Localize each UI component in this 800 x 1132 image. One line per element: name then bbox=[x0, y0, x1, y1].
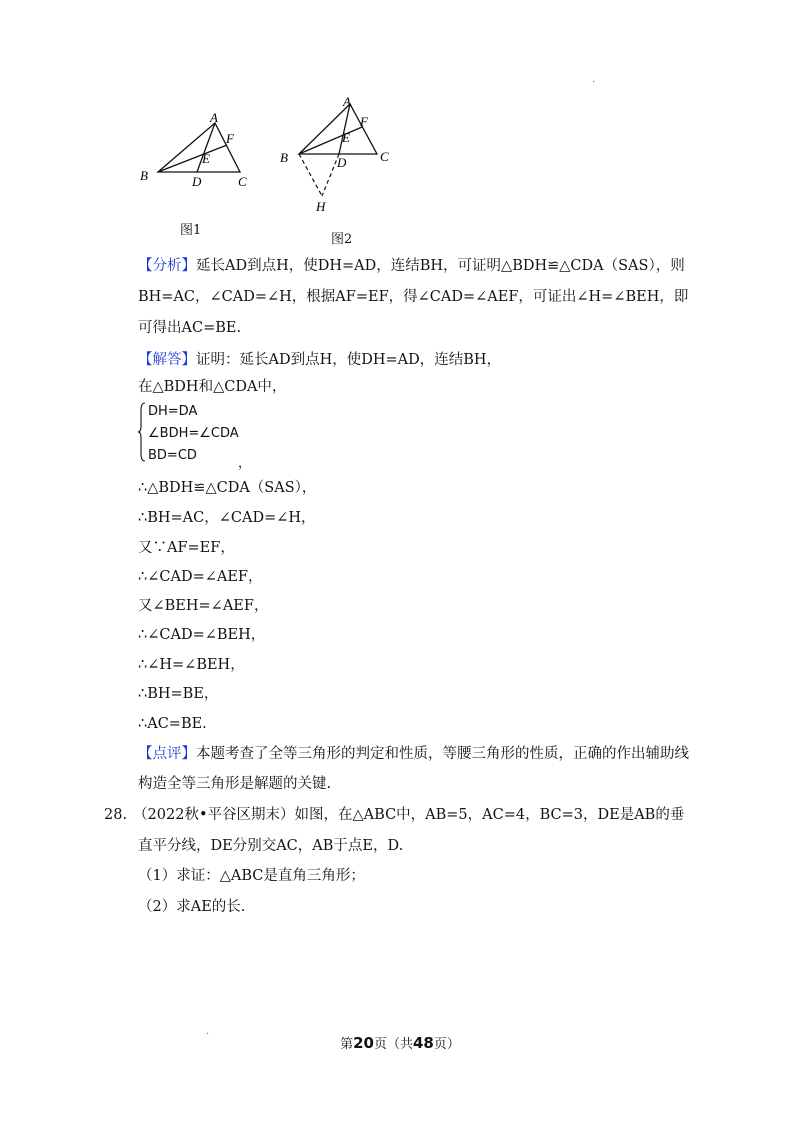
solution-step-2: ∴BH=AC，∠CAD=∠H， bbox=[138, 510, 316, 526]
solution-intro: 在△BDH和△CDA中， bbox=[138, 379, 287, 395]
footer-middle: 页（共 bbox=[373, 1037, 413, 1052]
solution-line-1 bbox=[138, 350, 501, 370]
fig1-label-D: D bbox=[192, 174, 202, 189]
figure-2-diagram bbox=[272, 92, 402, 217]
solution-step-4: ∴∠CAD=∠AEF， bbox=[138, 569, 263, 585]
fig1-label-B: B bbox=[140, 168, 148, 183]
solution-step-8: ∴BH=BE， bbox=[138, 686, 219, 702]
figure-1-diagram bbox=[130, 105, 260, 190]
analysis-line-2: BH=AC，∠CAD=∠H，根据AF=EF，得∠CAD=∠AEF，可证出∠H=∠BEH，即 bbox=[138, 289, 689, 305]
problem-28-line-1 bbox=[104, 805, 684, 825]
problem-28-part-2: （2）求AE的长. bbox=[138, 899, 246, 915]
solution-step-5: 又∠BEH=∠AEF， bbox=[138, 598, 269, 614]
stray-dot-bottom: . bbox=[206, 1026, 210, 1037]
problem-28-text-1: （2022秋•平谷区期末）如图，在△ABC中，AB=5，AC=4，BC=3，DE是AB的垂 bbox=[133, 807, 685, 823]
problem-number: 28. bbox=[104, 807, 128, 823]
fig1-label-F: F bbox=[226, 131, 234, 146]
stray-dot-top: . bbox=[592, 74, 596, 85]
comment-line-1 bbox=[138, 744, 689, 764]
comment-tag: 【点评】 bbox=[138, 746, 196, 762]
solution-step-3: 又∵AF=EF， bbox=[138, 540, 235, 556]
system-eq-3: BD=CD bbox=[148, 448, 197, 463]
solution-step-7: ∴∠H=∠BEH， bbox=[138, 657, 245, 673]
fig2-label-H: H bbox=[316, 199, 326, 214]
system-eq-1: DH=DA bbox=[148, 404, 198, 419]
fig2-label-D: D bbox=[337, 155, 347, 170]
system-eq-2: ∠BDH=∠CDA bbox=[148, 426, 239, 441]
footer-total-pages: 48 bbox=[413, 1034, 434, 1052]
footer-suffix: 页） bbox=[433, 1037, 460, 1052]
fig1-label-C: C bbox=[238, 174, 247, 189]
fig1-label-E: E bbox=[202, 151, 210, 166]
comment-line-2: 构造全等三角形是解题的关键. bbox=[138, 776, 332, 792]
analysis-tag: 【分析】 bbox=[138, 258, 196, 274]
analysis-line-1 bbox=[138, 256, 685, 276]
fig2-label-C: C bbox=[380, 149, 389, 164]
figure-2-caption: 图2 bbox=[331, 232, 353, 247]
solution-first: 证明：延长AD到点H，使DH=AD，连结BH， bbox=[196, 352, 502, 368]
fig2-label-E: E bbox=[342, 130, 350, 145]
solution-step-9: ∴AC=BE. bbox=[138, 716, 207, 732]
system-brace bbox=[138, 402, 146, 462]
figure-1-caption: 图1 bbox=[180, 223, 202, 238]
solution-tag: 【解答】 bbox=[138, 352, 196, 368]
page-footer bbox=[0, 1033, 800, 1052]
fig2-label-B: B bbox=[280, 150, 288, 165]
problem-28-line-2: 直平分线，DE分别交AC，AB于点E，D. bbox=[138, 838, 404, 854]
analysis-line-3: 可得出AC=BE. bbox=[138, 320, 242, 336]
fig2-label-F: F bbox=[360, 114, 368, 129]
comment-text-1: 本题考查了全等三角形的判定和性质，等腰三角形的性质，正确的作出辅助线 bbox=[196, 746, 689, 762]
fig2-label-A: A bbox=[343, 94, 351, 109]
analysis-text-1: 延长AD到点H，使DH=AD，连结BH，可证明△BDH≌△CDA（SAS），则 bbox=[196, 258, 685, 274]
fig1-label-A: A bbox=[210, 110, 218, 125]
footer-prefix: 第 bbox=[340, 1037, 354, 1052]
problem-28-part-1: （1）求证：△ABC是直角三角形； bbox=[138, 868, 365, 884]
solution-step-6: ∴∠CAD=∠BEH， bbox=[138, 627, 266, 643]
footer-page-number: 20 bbox=[353, 1034, 374, 1052]
solution-step-1: ∴△BDH≌△CDA（SAS）， bbox=[138, 480, 317, 496]
system-comma: ， bbox=[238, 456, 252, 471]
